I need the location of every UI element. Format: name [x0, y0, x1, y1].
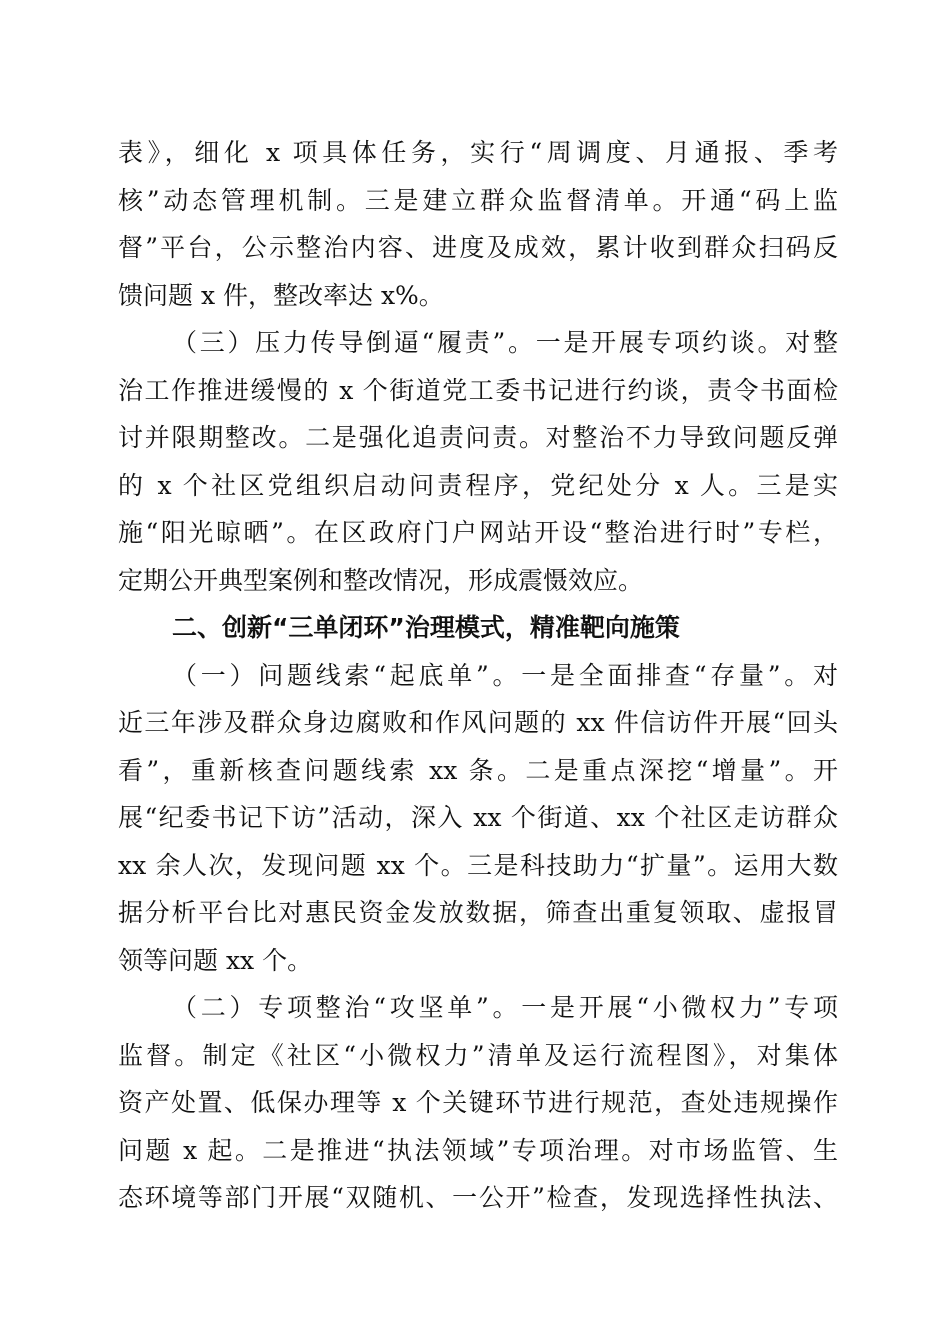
- paragraph-line: 领等问题 xx 个。: [118, 946, 313, 975]
- paragraph-line: 态环境等部门开展“双随机、一公开”检查，发现选择性执法、: [118, 1183, 838, 1212]
- paragraph-line: 看”，重新核查问题线索 xx 条。二是重点深挖“增量”。开: [118, 756, 838, 785]
- paragraph-line: 问题 x 起。二是推进“执法领域”专项治理。对市场监管、生: [118, 1136, 838, 1165]
- paragraph-line: 定期公开典型案例和整改情况，形成震慑效应。: [118, 566, 644, 595]
- paragraph-line: 据分析平台比对惠民资金发放数据，筛查出重复领取、虚报冒: [118, 898, 838, 927]
- paragraph-line: （二）专项整治“攻坚单”。一是开展“小微权力”专项: [172, 993, 838, 1022]
- paragraph-line: 监督。制定《社区“小微权力”清单及运行流程图》，对集体: [118, 1041, 838, 1070]
- paragraph-line: 的 x 个社区党组织启动问责程序，党纪处分 x 人。三是实: [118, 471, 838, 500]
- section-heading: 二、创新“三单闭环”治理模式，精准靶向施策: [172, 613, 680, 642]
- paragraph-line: 讨并限期整改。二是强化追责问责。对整治不力导致问题反弹: [118, 423, 838, 452]
- paragraph-line: 治工作推进缓慢的 x 个街道党工委书记进行约谈，责令书面检: [118, 376, 838, 405]
- paragraph-line: （三）压力传导倒逼“履责”。一是开展专项约谈。对整: [172, 328, 838, 357]
- paragraph-line: 馈问题 x 件，整改率达 x%。: [118, 281, 444, 310]
- paragraph-line: xx 余人次，发现问题 xx 个。三是科技助力“扩量”。运用大数: [118, 851, 838, 880]
- paragraph-line: 近三年涉及群众身边腐败和作风问题的 xx 件信访件开展“回头: [118, 708, 838, 737]
- paragraph-line: 核”动态管理机制。三是建立群众监督清单。开通“码上监: [118, 186, 838, 215]
- paragraph-line: 表》，细化 x 项具体任务，实行“周调度、月通报、季考: [118, 138, 838, 167]
- paragraph-line: 资产处置、低保办理等 x 个关键环节进行规范，查处违规操作: [118, 1088, 838, 1117]
- paragraph-line: 督”平台，公示整治内容、进度及成效，累计收到群众扫码反: [118, 233, 838, 262]
- paragraph-line: 展“纪委书记下访”活动，深入 xx 个街道、xx 个社区走访群众: [118, 803, 838, 832]
- paragraph-line: （一）问题线索“起底单”。一是全面排查“存量”。对: [172, 661, 838, 690]
- paragraph-line: 施“阳光晾晒”。在区政府门户网站开设“整治进行时”专栏，: [118, 518, 838, 547]
